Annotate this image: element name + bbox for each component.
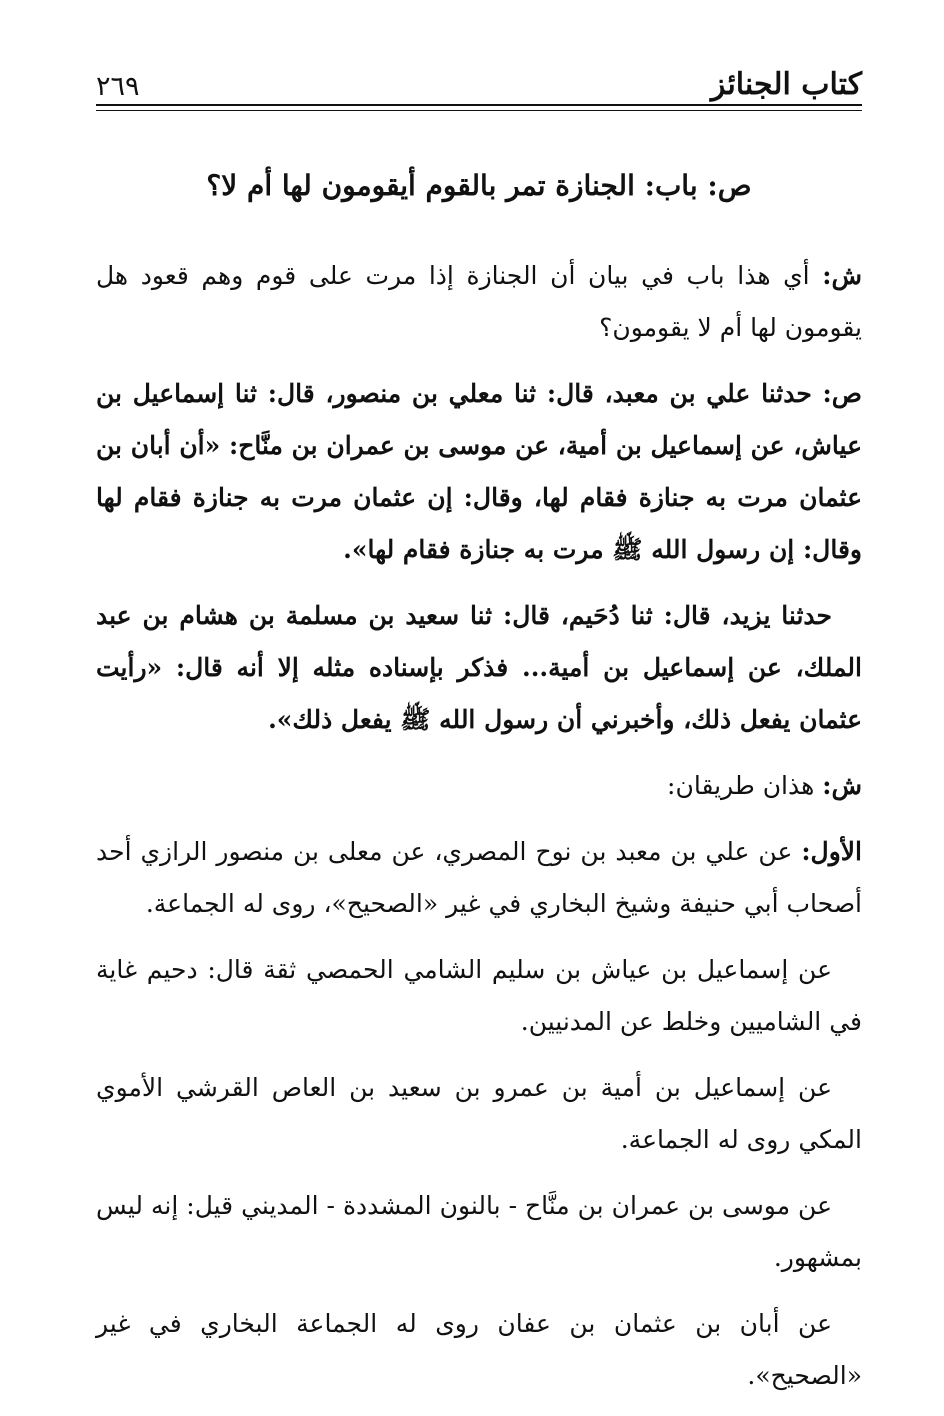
paragraph-commentary-intro [96,760,862,812]
paragraph-second-chain [96,590,862,746]
paragraph-text: حدثنا يزيد، قال: ثنا دُحَيم، قال: ثنا سعيد بن مسلمة بن هشام بن عبد الملك، عن إسماعيل بن أمية... فذكر بإسناده مثله إلا أنه قال: «رأيت عثمان يفعل ذلك، وأخبرني أن رسول الله ﷺ يفعل ذلك». [96,601,862,734]
paragraph-marker: الأول: [801,837,862,866]
paragraph-marker: ص: [822,379,862,408]
paragraph-narrator-ismail-ayyash [96,944,862,1048]
paragraph-text: أي هذا باب في بيان أن الجنازة إذا مرت على قوم وهم قعود هل يقومون لها أم لا يقومون؟ [96,261,862,342]
header-rule-thick [96,104,862,106]
book-title: كتاب الجنائز [710,67,862,102]
paragraph-text: عن موسى بن عمران بن منَّاح - بالنون المشددة - المديني قيل: إنه ليس بمشهور. [96,1191,862,1272]
paragraph-text: حدثنا علي بن معبد، قال: ثنا معلي بن منصور، قال: ثنا إسماعيل بن عياش، عن إسماعيل بن أمية، عن موسى بن عمران بن منَّاح: «أن أبان بن عثمان مرت به جنازة فقام لها، وقال: إن عثمان مرت به جنازة فقام لها وقال: إن رسول الله ﷺ مرت به جنازة فقام لها». [96,379,862,564]
page-body [96,160,862,1416]
header-rule-thin [96,110,862,111]
page-number: ٢٦٩ [96,71,140,102]
paragraph-marker: ش: [822,261,862,290]
paragraph-text: عن علي بن معبد بن نوح المصري، عن معلى بن منصور الرازي أحد أصحاب أبي حنيفة وشيخ البخاري في غير «الصحيح»، روى له الجماعة. [96,837,862,918]
paragraph-text: هذان طريقان: [667,771,823,800]
paragraph-marker: ش: [822,771,862,800]
paragraph-narrator-ismail-umayya [96,1062,862,1166]
paragraph-first-chain [96,826,862,930]
paragraph-text: عن إسماعيل بن أمية بن عمرو بن سعيد بن العاص القرشي الأموي المكي روى له الجماعة. [96,1073,862,1154]
page-header [96,56,862,102]
paragraph-narrator-musa [96,1180,862,1284]
paragraph-hadith-text [96,368,862,576]
paragraph-explanation [96,250,862,354]
paragraph-text: عن أبان بن عثمان بن عفان روى له الجماعة البخاري في غير «الصحيح». [96,1309,862,1390]
paragraph-text: عن إسماعيل بن عياش بن سليم الشامي الحمصي ثقة قال: دحيم غاية في الشاميين وخلط عن المدنيين. [96,955,862,1036]
section-heading: ص: باب: الجنازة تمر بالقوم أيقومون لها أم لا؟ [206,169,752,202]
paragraph-narrator-aban [96,1298,862,1402]
